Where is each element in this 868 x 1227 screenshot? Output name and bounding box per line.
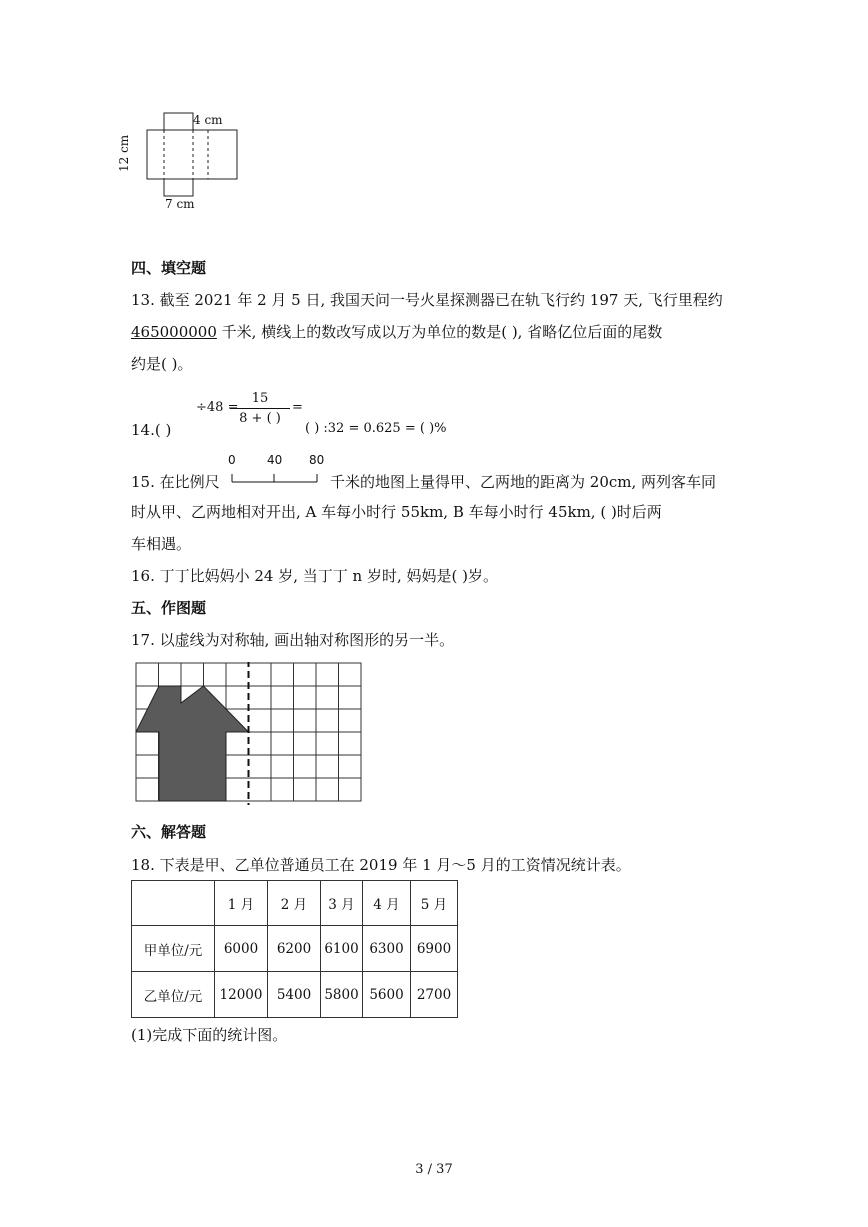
table-cell: 甲单位/元 bbox=[132, 926, 215, 972]
scale-tick-40: 40 bbox=[267, 453, 283, 467]
net-label-left: 12 cm bbox=[117, 134, 131, 172]
q18-sub1: (1)完成下面的统计图。 bbox=[131, 1026, 288, 1044]
q15-line2: 时从甲、乙两地相对开出, A 车每小时行 55km, B 车每小时行 45km, ( )时后两 bbox=[131, 503, 662, 521]
table-cell: 2 月 bbox=[268, 881, 321, 926]
q16: 16. 丁丁比妈妈小 24 岁, 当丁丁 n 岁时, 妈妈是( )岁。 bbox=[131, 567, 498, 585]
section-heading-6: 六、解答题 bbox=[131, 823, 207, 841]
table-cell: 2700 bbox=[411, 972, 458, 1018]
table-cell: 1 月 bbox=[215, 881, 268, 926]
section-heading-5: 五、作图题 bbox=[131, 599, 207, 617]
q15-start: 15. 在比例尺 bbox=[131, 473, 220, 491]
q14-numerator: 15 bbox=[230, 390, 290, 409]
table-cell: 5600 bbox=[363, 972, 411, 1018]
table-cell: 6100 bbox=[321, 926, 363, 972]
q13-line1: 13. 截至 2021 年 2 月 5 日, 我国天问一号火星探测器已在轨飞行约 197 天, 飞行里程约 bbox=[131, 291, 723, 309]
table-cell: 6200 bbox=[268, 926, 321, 972]
q14-equals: = bbox=[292, 400, 303, 415]
scale-tick-0: 0 bbox=[228, 453, 236, 467]
q14-end: ( ) :32 = 0.625 = ( )% bbox=[305, 421, 447, 436]
q13-line3: 约是( )。 bbox=[131, 355, 193, 373]
q13-line2 bbox=[131, 322, 662, 342]
salary-table bbox=[131, 880, 458, 1018]
table-cell: 4 月 bbox=[363, 881, 411, 926]
table-cell: 6000 bbox=[215, 926, 268, 972]
table-cell: 5400 bbox=[268, 972, 321, 1018]
net-label-bottom: 7 cm bbox=[165, 197, 195, 211]
q14-denominator: 8 + ( ) bbox=[239, 411, 281, 426]
scale-tick-80: 80 bbox=[309, 453, 325, 467]
net-label-top: 4 cm bbox=[193, 113, 223, 127]
table-header-row bbox=[132, 881, 458, 926]
q13-line2-text: 千米, 横线上的数改写成以万为单位的数是( ), 省略亿位后面的尾数 bbox=[216, 323, 663, 341]
q17: 17. 以虚线为对称轴, 画出轴对称图形的另一半。 bbox=[131, 631, 455, 649]
table-row bbox=[132, 972, 458, 1018]
q15-line1-rest: 千米的地图上量得甲、乙两地的距离为 20cm, 两列客车同 bbox=[330, 473, 717, 491]
table-cell: 12000 bbox=[215, 972, 268, 1018]
q13-underlined-number: 465000000 bbox=[131, 323, 217, 341]
q15-line3: 车相遇。 bbox=[131, 535, 192, 553]
table-row bbox=[132, 926, 458, 972]
symmetry-grid-figure bbox=[135, 662, 365, 805]
q14-start: 14.( ) bbox=[131, 421, 172, 439]
q14-fraction bbox=[230, 390, 290, 429]
table-cell: 6900 bbox=[411, 926, 458, 972]
q14-div48: ÷48 = bbox=[196, 400, 239, 415]
section-heading-4: 四、填空题 bbox=[131, 259, 207, 277]
page-number: 3 / 37 bbox=[415, 1162, 453, 1177]
table-cell bbox=[132, 881, 215, 926]
table-cell: 6300 bbox=[363, 926, 411, 972]
q18: 18. 下表是甲、乙单位普通员工在 2019 年 1 月～5 月的工资情况统计表。 bbox=[131, 856, 631, 874]
table-cell: 3 月 bbox=[321, 881, 363, 926]
table-cell: 5800 bbox=[321, 972, 363, 1018]
table-cell: 5 月 bbox=[411, 881, 458, 926]
table-cell: 乙单位/元 bbox=[132, 972, 215, 1018]
